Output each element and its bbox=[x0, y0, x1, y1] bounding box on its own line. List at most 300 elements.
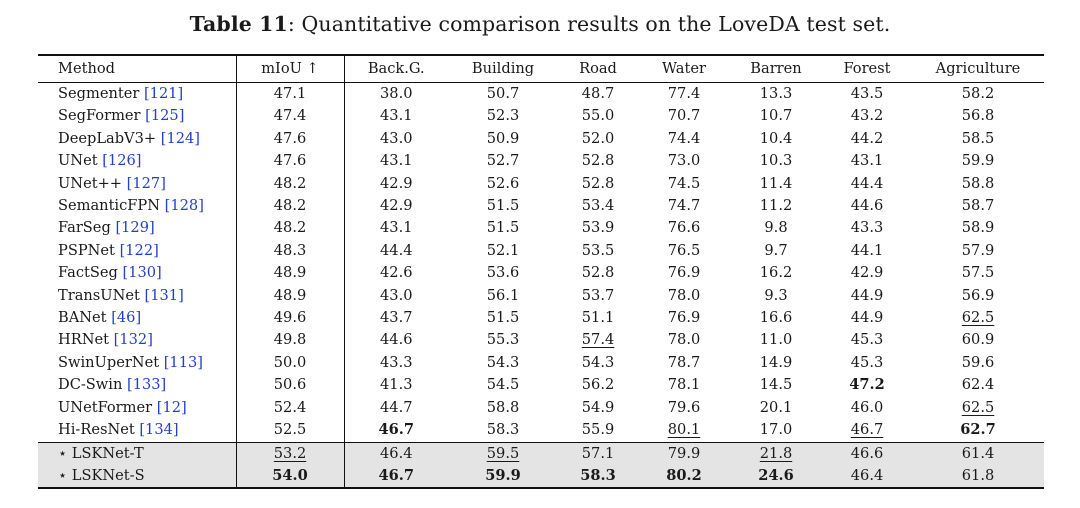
class-iou-value: 52.3 bbox=[486, 107, 520, 125]
class-iou-value: 53.9 bbox=[581, 219, 615, 237]
value-cell bbox=[448, 240, 558, 262]
citation-link[interactable]: [124] bbox=[160, 129, 200, 147]
value-cell bbox=[558, 442, 638, 465]
value-cell bbox=[912, 397, 1044, 419]
class-iou-value: 52.6 bbox=[486, 174, 520, 192]
class-iou-value: 74.4 bbox=[667, 129, 701, 147]
value-cell bbox=[912, 240, 1044, 262]
class-iou-value: 55.3 bbox=[486, 331, 520, 349]
value-cell bbox=[236, 465, 344, 488]
value-cell bbox=[638, 352, 730, 374]
citation-link[interactable]: [12] bbox=[156, 398, 187, 416]
table-row bbox=[38, 307, 1044, 329]
class-iou-value: 44.4 bbox=[380, 241, 413, 259]
class-iou-value: 41.3 bbox=[380, 376, 413, 394]
class-iou-value: 58.3 bbox=[580, 466, 616, 484]
value-cell bbox=[912, 128, 1044, 150]
value-cell bbox=[912, 329, 1044, 351]
col-header-water: Water bbox=[662, 60, 706, 77]
class-iou-value: 58.7 bbox=[961, 197, 995, 215]
miou-value: 48.9 bbox=[273, 264, 307, 282]
class-iou-value: 74.7 bbox=[667, 197, 701, 215]
col-header-miou: mIoU ↑ bbox=[236, 55, 344, 83]
citation-link[interactable]: [130] bbox=[122, 264, 162, 282]
value-cell bbox=[236, 352, 344, 374]
value-cell bbox=[912, 150, 1044, 172]
col-header-agriculture: Agriculture bbox=[935, 60, 1021, 77]
value-cell bbox=[730, 307, 822, 329]
class-iou-value: 11.0 bbox=[759, 331, 793, 349]
value-cell bbox=[638, 465, 730, 488]
value-cell bbox=[558, 419, 638, 442]
header-row bbox=[38, 55, 1044, 83]
value-cell bbox=[236, 285, 344, 307]
class-iou-value: 46.7 bbox=[378, 466, 415, 484]
class-iou-value: 78.0 bbox=[667, 331, 701, 349]
col-header-barren: Barren bbox=[750, 60, 802, 77]
class-iou-value: 42.9 bbox=[850, 264, 884, 282]
method-name: ⋆ LSKNet-T bbox=[58, 444, 144, 462]
class-iou-value: 55.9 bbox=[581, 421, 615, 439]
table-caption bbox=[0, 12, 1080, 36]
class-iou-value: 58.2 bbox=[961, 85, 995, 102]
class-iou-value: 59.9 bbox=[485, 466, 521, 484]
value-cell bbox=[448, 397, 558, 419]
class-iou-value: 17.0 bbox=[759, 421, 793, 439]
value-cell bbox=[344, 83, 448, 106]
class-iou-value: 46.7 bbox=[850, 421, 884, 439]
class-iou-value: 56.2 bbox=[581, 376, 615, 394]
value-cell bbox=[638, 262, 730, 284]
value-cell bbox=[912, 285, 1044, 307]
value-cell bbox=[344, 285, 448, 307]
value-cell bbox=[558, 128, 638, 150]
value-cell bbox=[638, 240, 730, 262]
class-iou-value: 44.9 bbox=[850, 309, 884, 327]
table-row bbox=[38, 465, 1044, 488]
method-cell bbox=[38, 105, 236, 127]
table-row bbox=[38, 419, 1044, 442]
value-cell bbox=[730, 128, 822, 150]
value-cell bbox=[236, 262, 344, 284]
miou-value: 48.3 bbox=[273, 241, 307, 259]
value-cell bbox=[730, 419, 822, 442]
class-iou-value: 43.7 bbox=[380, 309, 413, 327]
value-cell bbox=[344, 240, 448, 262]
class-iou-value: 52.8 bbox=[581, 152, 615, 170]
class-iou-value: 53.7 bbox=[581, 286, 615, 304]
class-iou-value: 60.9 bbox=[961, 331, 995, 349]
value-cell bbox=[344, 329, 448, 351]
value-cell bbox=[638, 105, 730, 127]
method-cell bbox=[38, 173, 236, 195]
value-cell bbox=[236, 83, 344, 106]
value-cell bbox=[730, 329, 822, 351]
class-iou-value: 76.6 bbox=[667, 219, 701, 237]
table-body bbox=[38, 83, 1044, 489]
value-cell bbox=[638, 217, 730, 239]
value-cell bbox=[448, 217, 558, 239]
loveda-comparison-table bbox=[38, 54, 1044, 489]
value-cell bbox=[912, 419, 1044, 442]
class-iou-value: 42.9 bbox=[380, 197, 413, 215]
class-iou-value: 43.1 bbox=[380, 152, 413, 170]
class-iou-value: 79.9 bbox=[667, 444, 701, 462]
citation-link[interactable]: [128] bbox=[164, 197, 204, 215]
class-iou-value: 43.1 bbox=[380, 107, 413, 125]
value-cell bbox=[912, 262, 1044, 284]
value-cell bbox=[236, 128, 344, 150]
citation-link[interactable]: [125] bbox=[145, 107, 185, 125]
miou-value: 54.0 bbox=[272, 466, 308, 484]
method-cell bbox=[38, 128, 236, 150]
class-iou-value: 47.2 bbox=[849, 376, 885, 394]
class-iou-value: 57.5 bbox=[961, 264, 995, 282]
class-iou-value: 43.2 bbox=[850, 107, 884, 125]
col-header-road: Road bbox=[579, 60, 617, 77]
value-cell bbox=[558, 195, 638, 217]
value-cell bbox=[344, 442, 448, 465]
col-header-method: Method bbox=[38, 55, 236, 83]
value-cell bbox=[344, 262, 448, 284]
class-iou-value: 56.9 bbox=[961, 286, 995, 304]
class-iou-value: 57.4 bbox=[581, 331, 615, 349]
table-row bbox=[38, 173, 1044, 195]
class-iou-value: 51.5 bbox=[486, 219, 520, 237]
method-name: SemanticFPN bbox=[58, 197, 160, 215]
value-cell bbox=[730, 397, 822, 419]
class-iou-value: 61.8 bbox=[961, 466, 995, 484]
value-cell bbox=[344, 195, 448, 217]
class-iou-value: 78.7 bbox=[667, 353, 701, 371]
value-cell bbox=[448, 329, 558, 351]
method-cell bbox=[38, 307, 236, 329]
citation-link[interactable]: [132] bbox=[113, 331, 153, 349]
class-iou-value: 56.8 bbox=[961, 107, 995, 125]
class-iou-value: 54.5 bbox=[486, 376, 520, 394]
miou-value: 53.2 bbox=[273, 444, 307, 462]
citation-link[interactable]: [46] bbox=[111, 309, 142, 327]
method-name: UNetFormer bbox=[58, 398, 153, 416]
value-cell bbox=[822, 419, 912, 442]
value-cell bbox=[730, 105, 822, 127]
value-cell bbox=[344, 150, 448, 172]
table-row bbox=[38, 217, 1044, 239]
value-cell bbox=[822, 262, 912, 284]
method-cell bbox=[38, 195, 236, 217]
class-iou-value: 16.2 bbox=[759, 264, 793, 282]
class-iou-value: 52.1 bbox=[486, 241, 520, 259]
class-iou-value: 57.9 bbox=[961, 241, 995, 259]
value-cell bbox=[558, 352, 638, 374]
class-iou-value: 62.4 bbox=[961, 376, 995, 394]
col-header-forest: Forest bbox=[843, 60, 891, 77]
miou-value: 47.4 bbox=[273, 107, 307, 125]
table-row bbox=[38, 397, 1044, 419]
miou-value: 49.8 bbox=[273, 331, 307, 349]
value-cell bbox=[822, 374, 912, 396]
method-cell bbox=[38, 374, 236, 396]
class-iou-value: 80.2 bbox=[666, 466, 702, 484]
value-cell bbox=[638, 374, 730, 396]
value-cell bbox=[638, 128, 730, 150]
value-cell bbox=[730, 150, 822, 172]
value-cell bbox=[822, 307, 912, 329]
class-iou-value: 58.3 bbox=[486, 421, 520, 439]
value-cell bbox=[822, 329, 912, 351]
value-cell bbox=[638, 83, 730, 106]
class-iou-value: 45.3 bbox=[850, 331, 884, 349]
citation-link[interactable]: [131] bbox=[144, 286, 184, 304]
value-cell bbox=[822, 465, 912, 488]
class-iou-value: 38.0 bbox=[380, 85, 413, 102]
class-iou-value: 76.5 bbox=[667, 241, 701, 259]
method-cell bbox=[38, 262, 236, 284]
miou-value: 48.2 bbox=[273, 174, 307, 192]
class-iou-value: 10.3 bbox=[759, 152, 793, 170]
class-iou-value: 59.5 bbox=[486, 444, 520, 462]
value-cell bbox=[448, 83, 558, 106]
miou-value: 49.6 bbox=[273, 309, 307, 327]
value-cell bbox=[344, 173, 448, 195]
class-iou-value: 46.4 bbox=[380, 444, 413, 462]
miou-value: 47.1 bbox=[273, 85, 307, 102]
value-cell bbox=[822, 240, 912, 262]
class-iou-value: 44.1 bbox=[850, 241, 884, 259]
method-cell bbox=[38, 217, 236, 239]
value-cell bbox=[558, 105, 638, 127]
value-cell bbox=[558, 262, 638, 284]
class-iou-value: 45.3 bbox=[850, 353, 884, 371]
value-cell bbox=[912, 105, 1044, 127]
value-cell bbox=[236, 195, 344, 217]
citation-link[interactable]: [113] bbox=[163, 353, 203, 371]
class-iou-value: 70.7 bbox=[667, 107, 701, 125]
class-iou-value: 44.9 bbox=[850, 286, 884, 304]
class-iou-value: 9.3 bbox=[764, 286, 788, 304]
value-cell bbox=[236, 329, 344, 351]
value-cell bbox=[558, 465, 638, 488]
method-name: DeepLabV3+ bbox=[58, 129, 157, 147]
class-iou-value: 62.5 bbox=[961, 309, 995, 327]
table-row bbox=[38, 329, 1044, 351]
class-iou-value: 9.8 bbox=[764, 219, 788, 237]
value-cell bbox=[912, 217, 1044, 239]
class-iou-value: 44.4 bbox=[850, 174, 884, 192]
value-cell bbox=[236, 307, 344, 329]
value-cell bbox=[558, 374, 638, 396]
value-cell bbox=[822, 150, 912, 172]
class-iou-value: 44.6 bbox=[850, 197, 884, 215]
value-cell bbox=[344, 397, 448, 419]
value-cell bbox=[822, 105, 912, 127]
value-cell bbox=[344, 128, 448, 150]
miou-value: 50.0 bbox=[273, 353, 307, 371]
value-cell bbox=[730, 217, 822, 239]
value-cell bbox=[822, 195, 912, 217]
class-iou-value: 76.9 bbox=[667, 309, 701, 327]
value-cell bbox=[236, 397, 344, 419]
class-iou-value: 50.7 bbox=[486, 85, 520, 102]
value-cell bbox=[912, 442, 1044, 465]
value-cell bbox=[638, 173, 730, 195]
method-name: UNet++ bbox=[58, 174, 123, 192]
class-iou-value: 46.7 bbox=[378, 421, 415, 439]
value-cell bbox=[822, 442, 912, 465]
method-cell bbox=[38, 329, 236, 351]
value-cell bbox=[912, 374, 1044, 396]
class-iou-value: 53.4 bbox=[581, 197, 615, 215]
class-iou-value: 14.9 bbox=[759, 353, 793, 371]
value-cell bbox=[448, 374, 558, 396]
value-cell bbox=[344, 419, 448, 442]
method-name: SwinUperNet bbox=[58, 353, 160, 371]
value-cell bbox=[912, 307, 1044, 329]
value-cell bbox=[558, 83, 638, 106]
value-cell bbox=[638, 397, 730, 419]
value-cell bbox=[822, 173, 912, 195]
value-cell bbox=[912, 173, 1044, 195]
method-name: UNet bbox=[58, 152, 98, 170]
table-row bbox=[38, 128, 1044, 150]
class-iou-value: 46.6 bbox=[850, 444, 884, 462]
miou-value: 48.2 bbox=[273, 197, 307, 215]
value-cell bbox=[558, 285, 638, 307]
class-iou-value: 11.2 bbox=[759, 197, 793, 215]
method-name: DC-Swin bbox=[58, 376, 123, 394]
value-cell bbox=[236, 240, 344, 262]
citation-link[interactable]: [129] bbox=[115, 219, 155, 237]
class-iou-value: 53.5 bbox=[581, 241, 615, 259]
value-cell bbox=[730, 83, 822, 106]
method-cell bbox=[38, 240, 236, 262]
value-cell bbox=[730, 240, 822, 262]
class-iou-value: 44.7 bbox=[380, 398, 413, 416]
class-iou-value: 61.4 bbox=[961, 444, 995, 462]
class-iou-value: 52.7 bbox=[486, 152, 520, 170]
value-cell bbox=[448, 105, 558, 127]
class-iou-value: 54.3 bbox=[486, 353, 520, 371]
value-cell bbox=[344, 352, 448, 374]
citation-link[interactable]: [121] bbox=[143, 85, 184, 102]
value-cell bbox=[730, 352, 822, 374]
value-cell bbox=[448, 173, 558, 195]
citation-link[interactable]: [126] bbox=[102, 152, 142, 170]
class-iou-value: 58.9 bbox=[961, 219, 995, 237]
value-cell bbox=[558, 217, 638, 239]
class-iou-value: 62.7 bbox=[960, 421, 996, 439]
table-row bbox=[38, 442, 1044, 465]
table-row bbox=[38, 374, 1044, 396]
value-cell bbox=[448, 262, 558, 284]
class-iou-value: 74.5 bbox=[667, 174, 701, 192]
value-cell bbox=[344, 307, 448, 329]
class-iou-value: 59.9 bbox=[961, 152, 995, 170]
value-cell bbox=[236, 217, 344, 239]
caption-text: : Quantitative comparison results on the LoveDA test set. bbox=[287, 12, 891, 36]
value-cell bbox=[912, 195, 1044, 217]
method-name: HRNet bbox=[58, 331, 109, 349]
class-iou-value: 10.7 bbox=[759, 107, 793, 125]
table-row bbox=[38, 83, 1044, 106]
class-iou-value: 57.1 bbox=[581, 444, 615, 462]
value-cell bbox=[448, 128, 558, 150]
method-cell bbox=[38, 465, 236, 488]
value-cell bbox=[638, 419, 730, 442]
table-row bbox=[38, 285, 1044, 307]
value-cell bbox=[448, 285, 558, 307]
value-cell bbox=[730, 195, 822, 217]
class-iou-value: 43.5 bbox=[850, 85, 884, 102]
value-cell bbox=[448, 307, 558, 329]
class-iou-value: 10.4 bbox=[759, 129, 793, 147]
table-row bbox=[38, 105, 1044, 127]
table-row bbox=[38, 352, 1044, 374]
class-iou-value: 52.0 bbox=[581, 129, 615, 147]
class-iou-value: 44.2 bbox=[850, 129, 884, 147]
value-cell bbox=[448, 352, 558, 374]
value-cell bbox=[448, 442, 558, 465]
value-cell bbox=[822, 83, 912, 106]
class-iou-value: 42.9 bbox=[380, 174, 413, 192]
class-iou-value: 50.9 bbox=[486, 129, 520, 147]
class-iou-value: 54.3 bbox=[581, 353, 615, 371]
value-cell bbox=[730, 442, 822, 465]
value-cell bbox=[558, 173, 638, 195]
value-cell bbox=[448, 195, 558, 217]
value-cell bbox=[558, 397, 638, 419]
citation-link[interactable]: [134] bbox=[139, 421, 179, 439]
miou-value: 48.2 bbox=[273, 219, 307, 237]
class-iou-value: 76.9 bbox=[667, 264, 701, 282]
class-iou-value: 73.0 bbox=[667, 152, 701, 170]
value-cell bbox=[822, 397, 912, 419]
class-iou-value: 9.7 bbox=[764, 241, 788, 259]
citation-link[interactable]: [133] bbox=[127, 376, 167, 394]
value-cell bbox=[730, 465, 822, 488]
value-cell bbox=[236, 374, 344, 396]
citation-link[interactable]: [127] bbox=[126, 174, 166, 192]
table-row bbox=[38, 195, 1044, 217]
class-iou-value: 58.8 bbox=[486, 398, 520, 416]
value-cell bbox=[822, 217, 912, 239]
miou-value: 47.6 bbox=[273, 152, 307, 170]
value-cell bbox=[558, 307, 638, 329]
method-name: BANet bbox=[58, 309, 107, 327]
class-iou-value: 56.1 bbox=[486, 286, 520, 304]
class-iou-value: 42.6 bbox=[380, 264, 413, 282]
value-cell bbox=[638, 150, 730, 172]
miou-value: 52.4 bbox=[273, 398, 307, 416]
table-row bbox=[38, 150, 1044, 172]
class-iou-value: 52.8 bbox=[581, 264, 615, 282]
citation-link[interactable]: [122] bbox=[119, 241, 159, 259]
method-cell bbox=[38, 285, 236, 307]
value-cell bbox=[912, 465, 1044, 488]
table-number: Table 11 bbox=[189, 12, 288, 36]
value-cell bbox=[236, 105, 344, 127]
miou-value: 52.5 bbox=[273, 421, 307, 439]
value-cell bbox=[344, 217, 448, 239]
value-cell bbox=[638, 195, 730, 217]
method-name: SegFormer bbox=[58, 107, 141, 125]
class-iou-value: 80.1 bbox=[667, 421, 701, 439]
method-name: Hi-ResNet bbox=[58, 421, 135, 439]
class-iou-value: 51.1 bbox=[581, 309, 615, 327]
method-cell bbox=[38, 419, 236, 442]
col-header-building: Building bbox=[471, 60, 535, 77]
value-cell bbox=[344, 374, 448, 396]
